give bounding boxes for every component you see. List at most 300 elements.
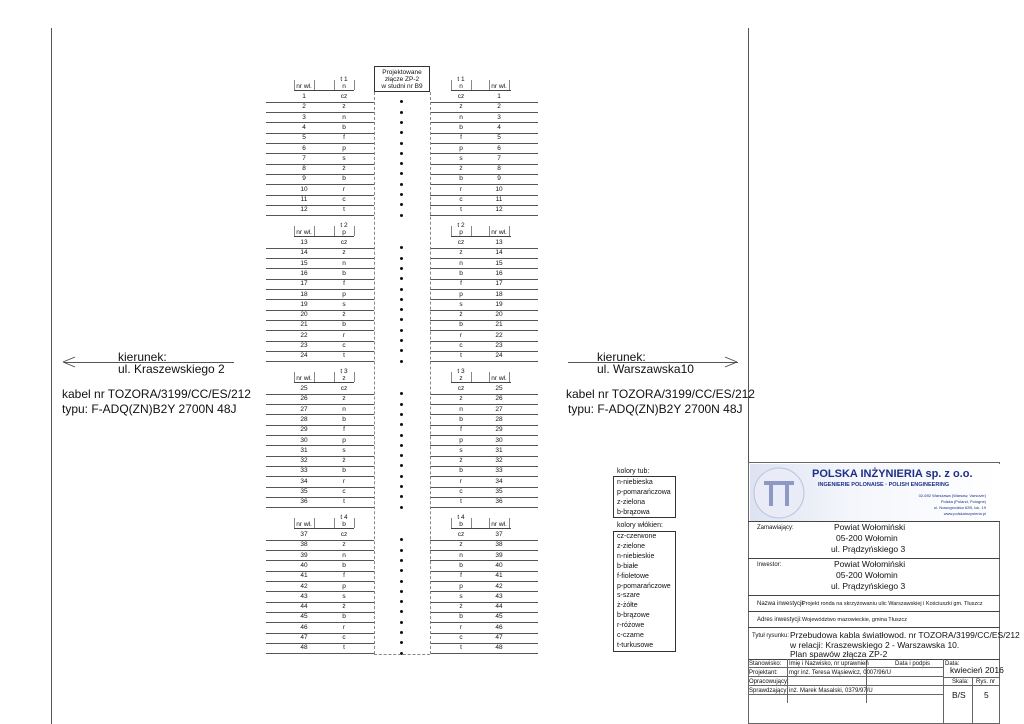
tube-legend-item: z-zielona xyxy=(617,499,646,506)
splice-point xyxy=(400,193,403,196)
splice-point xyxy=(400,610,403,613)
fiber-number-left: 30 xyxy=(300,436,308,444)
fiber-color-right: cz xyxy=(457,531,465,538)
right-direction-line xyxy=(568,362,738,363)
data-value: kwiecień 2016 xyxy=(950,665,1004,675)
splice-title-line3: w studni nr B9 xyxy=(381,83,423,90)
fiber-col-header-left: nr wł. xyxy=(296,83,312,90)
fiber-color-left: r xyxy=(342,185,346,193)
fiber-number-right: 43 xyxy=(495,592,503,600)
header-sep xyxy=(294,518,295,528)
nazwa-value: Projekt ronda na skrzyżowaniu ulic Warszawskiej i Kościuszki gm. Tłuszcz xyxy=(802,601,983,607)
splice-line-right xyxy=(430,445,538,446)
fiber-number-left: 36 xyxy=(300,498,308,506)
fiber-color-left: p xyxy=(342,436,346,444)
splice-line-right xyxy=(430,507,538,508)
header-sep xyxy=(294,226,295,236)
tube-color-right: n xyxy=(459,83,463,90)
fiber-legend-item: b-brązowe xyxy=(617,612,650,620)
fiber-color-left: r xyxy=(342,477,346,485)
splice-line-left xyxy=(266,102,374,103)
group-header-line-right xyxy=(451,382,511,383)
fiber-number-left: 3 xyxy=(302,113,306,121)
splice-line-right xyxy=(430,653,538,654)
header-sep xyxy=(334,226,335,236)
fiber-number-right: 22 xyxy=(495,331,503,339)
fiber-color-left: cz xyxy=(340,531,348,538)
fiber-number-left: 5 xyxy=(302,134,306,142)
fiber-number-left: 16 xyxy=(300,269,308,277)
fiber-color-right: ż xyxy=(459,311,463,319)
fiber-color-left: z xyxy=(342,541,346,549)
opracowujacy-label: Opracowujący: xyxy=(749,679,789,685)
fiber-color-left: z xyxy=(342,249,346,257)
left-cable-line2: typu: F-ADQ(ZN)B2Y 2700N 48J xyxy=(62,402,237,416)
splice-point xyxy=(400,590,403,593)
fiber-number-right: 9 xyxy=(497,175,501,183)
splice-line-left xyxy=(266,404,374,405)
splice-line-right xyxy=(430,351,538,352)
splice-line-right xyxy=(430,560,538,561)
fiber-number-right: 16 xyxy=(495,269,503,277)
fiber-color-right: c xyxy=(459,634,463,641)
splice-line-right xyxy=(430,361,538,362)
fiber-number-right: 27 xyxy=(495,405,503,413)
fiber-number-right: 30 xyxy=(495,436,503,444)
splice-line-right xyxy=(430,633,538,634)
splice-line-right xyxy=(430,435,538,436)
splice-line-left xyxy=(266,456,374,457)
company-address: 02-692 Warszawa (Warsaw, Varsovie) Polska (Poland, Pologne) ul. Nowogrodzka 62B, lok. 19 www.polskainzynieria.pl xyxy=(918,493,986,516)
projektant-label: Projektant: xyxy=(749,670,778,676)
fiber-number-left: 35 xyxy=(300,488,308,495)
group-header-line-right xyxy=(451,90,511,91)
header-sep xyxy=(334,518,335,528)
fiber-color-right: cz xyxy=(457,385,465,392)
splice-point xyxy=(400,349,403,352)
fiber-number-right: 35 xyxy=(495,488,503,495)
fiber-legend-item: t-turkusowe xyxy=(617,641,654,649)
fiber-number-left: 37 xyxy=(300,531,308,538)
fiber-color-left: f xyxy=(343,426,345,434)
header-sep xyxy=(354,80,355,90)
skala-value: B/S xyxy=(952,690,966,700)
splice-point xyxy=(400,214,403,217)
tube-color-left: b xyxy=(342,521,346,528)
splice-line-left xyxy=(266,289,374,290)
fiber-color-left: c xyxy=(342,196,346,203)
fiber-number-left: 14 xyxy=(300,249,308,257)
splice-point xyxy=(400,506,403,509)
splice-line-right xyxy=(430,153,538,154)
projektant-value: mgr inż. Teresa Wąsiewicz, 0007/96/U xyxy=(789,670,891,676)
left-direction-value: ul. Kraszewskiego 2 xyxy=(118,362,225,376)
fiber-legend-item: r-różowe xyxy=(617,622,645,630)
fiber-color-right: ż xyxy=(459,165,463,173)
splice-point xyxy=(400,495,403,498)
tb-sep-4 xyxy=(748,611,1000,612)
splice-line-left xyxy=(266,248,374,249)
fiber-number-right: 38 xyxy=(495,541,503,549)
fiber-color-right: b xyxy=(459,175,463,183)
tube-legend-item: n-niebieska xyxy=(617,479,653,486)
splice-line-right xyxy=(430,550,538,551)
header-sep xyxy=(354,226,355,236)
splice-line-left xyxy=(266,122,374,123)
splice-line-right xyxy=(430,643,538,644)
header-sep xyxy=(489,518,490,528)
splice-point xyxy=(400,100,403,103)
splice-line-left xyxy=(266,643,374,644)
inwestor-line1: Powiat Wołomiński xyxy=(834,559,906,569)
tube-label-left: t 1 xyxy=(340,76,348,83)
splice-point xyxy=(400,339,403,342)
fiber-number-left: 48 xyxy=(300,644,308,652)
fiber-color-right: ż xyxy=(459,603,463,611)
splice-line-right xyxy=(430,571,538,572)
fiber-legend-item: b-białe xyxy=(617,562,639,570)
splice-line-right xyxy=(430,456,538,457)
splice-line-right xyxy=(430,279,538,280)
splice-line-left xyxy=(266,133,374,134)
adres-value: Województwo mazowieckie, gmina Tłuszcz xyxy=(802,617,907,623)
splice-point xyxy=(400,131,403,134)
header-sep xyxy=(471,226,472,236)
right-direction-value: ul. Warszawska10 xyxy=(597,362,694,376)
splice-line-right xyxy=(430,299,538,300)
fiber-number-left: 34 xyxy=(300,477,308,485)
fiber-color-left: r xyxy=(342,623,346,631)
fiber-number-left: 42 xyxy=(300,582,308,590)
fiber-color-right: t xyxy=(460,498,462,506)
fiber-col-header-right: nr wł. xyxy=(491,375,507,382)
splice-line-right xyxy=(430,414,538,415)
splice-line-left xyxy=(266,341,374,342)
fiber-legend-item: ż-żółte xyxy=(617,602,638,610)
splice-line-right xyxy=(430,341,538,342)
splice-line-right xyxy=(430,143,538,144)
splice-point xyxy=(400,183,403,186)
fiber-color-right: s xyxy=(459,154,463,162)
splice-line-left xyxy=(266,184,374,185)
right-direction-label: kierunek: xyxy=(597,350,646,364)
fiber-legend-item: p-pomarańczowe xyxy=(617,582,671,590)
zamawiajacy-line1: Powiat Wołomiński xyxy=(834,522,906,532)
fiber-legend-item: z-zielone xyxy=(617,542,646,550)
splice-line-right xyxy=(430,425,538,426)
splice-title-line2: złącze ZP-2 xyxy=(384,76,420,83)
group-header-line-left xyxy=(294,382,354,383)
splice-line-right xyxy=(430,330,538,331)
right-cable-line1: kabel nr TOZORA/3199/CC/ES/212 xyxy=(566,387,755,401)
fiber-color-left: r xyxy=(342,331,346,339)
fiber-number-right: 5 xyxy=(497,134,501,142)
splice-point xyxy=(400,641,403,644)
fiber-color-left: cz xyxy=(340,385,348,392)
tytul-label: Tytuł rysunku: xyxy=(752,633,790,639)
fiber-color-left: cz xyxy=(340,93,348,100)
fiber-number-left: 26 xyxy=(300,395,308,403)
header-sep xyxy=(354,372,355,382)
fiber-color-left: s xyxy=(342,592,346,600)
splice-line-left xyxy=(266,571,374,572)
splice-line-left xyxy=(266,320,374,321)
fiber-color-left: p xyxy=(342,290,346,298)
fiber-color-left: f xyxy=(343,280,345,288)
fiber-color-left: s xyxy=(342,300,346,308)
fiber-color-right: t xyxy=(460,206,462,214)
splice-line-left xyxy=(266,466,374,467)
splice-point xyxy=(400,549,403,552)
fiber-number-left: 10 xyxy=(300,185,308,193)
fiber-color-right: f xyxy=(460,426,462,434)
group-header-line-left xyxy=(294,528,354,529)
splice-point xyxy=(400,569,403,572)
splice-point xyxy=(400,559,403,562)
splice-line-left xyxy=(266,581,374,582)
fiber-color-right: t xyxy=(460,644,462,652)
splice-line-left xyxy=(266,258,374,259)
fiber-color-right: ż xyxy=(459,457,463,465)
splice-line-left xyxy=(266,602,374,603)
fiber-number-left: 12 xyxy=(300,206,308,214)
fiber-number-left: 46 xyxy=(300,623,308,631)
fiber-color-left: b xyxy=(342,123,346,131)
fiber-color-left: c xyxy=(342,634,346,641)
splice-line-right xyxy=(430,591,538,592)
fiber-number-right: 1 xyxy=(497,93,501,100)
tube-label-right: t 3 xyxy=(457,368,465,375)
splice-line-left xyxy=(266,195,374,196)
fiber-color-right: s xyxy=(459,300,463,308)
tube-color-right: b xyxy=(459,521,463,528)
splice-line-left xyxy=(266,445,374,446)
fiber-color-left: c xyxy=(342,342,346,349)
fiber-color-left: ż xyxy=(342,311,346,319)
nazwa-label: Nazwa inwestycji: xyxy=(757,601,805,607)
splice-point xyxy=(400,621,403,624)
header-sep xyxy=(471,80,472,90)
fiber-number-left: 11 xyxy=(300,196,308,203)
fiber-color-left: z xyxy=(342,103,346,111)
fiber-number-right: 28 xyxy=(495,415,503,423)
tube-label-left: t 2 xyxy=(340,222,348,229)
fiber-color-right: n xyxy=(459,405,463,413)
fiber-color-right: s xyxy=(459,592,463,600)
left-cable-line1: kabel nr TOZORA/3199/CC/ES/212 xyxy=(62,387,251,401)
fiber-color-right: z xyxy=(459,249,463,257)
header-sep xyxy=(471,372,472,382)
splice-line-left xyxy=(266,153,374,154)
company-subtitle: INGENIERIE POLONAISE · POLISH ENGINEERING xyxy=(818,482,950,488)
splice-line-right xyxy=(430,487,538,488)
sprawdzajacy-label: Sprawdzający: xyxy=(749,688,789,694)
fiber-number-left: 8 xyxy=(302,165,306,173)
splice-point xyxy=(400,329,403,332)
splice-point xyxy=(400,403,403,406)
splice-point xyxy=(400,413,403,416)
fiber-color-left: n xyxy=(342,551,346,559)
fiber-color-left: p xyxy=(342,582,346,590)
splice-line-left xyxy=(266,143,374,144)
fiber-number-left: 47 xyxy=(300,634,308,641)
tytul-line3: Plan spawów złącza ZP-2 xyxy=(790,649,888,659)
adres-label: Adres inwestycji: xyxy=(757,617,802,623)
splice-line-right xyxy=(430,205,538,206)
tb-sep-3 xyxy=(748,595,1000,596)
splice-point xyxy=(400,267,403,270)
splice-title-line1: Projektowane xyxy=(382,69,422,76)
header-imie: Imię i Nazwisko, nr uprawnień xyxy=(789,661,869,667)
fiber-color-right: f xyxy=(460,280,462,288)
group-header-line-left xyxy=(294,90,354,91)
fiber-number-right: 25 xyxy=(495,385,503,392)
splice-line-left xyxy=(266,279,374,280)
header-sep xyxy=(314,372,315,382)
splice-point xyxy=(400,434,403,437)
splice-line-right xyxy=(430,404,538,405)
splice-enclosure-bottom xyxy=(374,654,430,655)
splice-point xyxy=(400,454,403,457)
fiber-number-left: 27 xyxy=(300,405,308,413)
fiber-color-right: c xyxy=(459,342,463,349)
fiber-col-header-left: nr wł. xyxy=(296,521,312,528)
splice-point xyxy=(400,423,403,426)
fiber-number-left: 25 xyxy=(300,385,308,392)
splice-line-right xyxy=(430,164,538,165)
fiber-number-right: 19 xyxy=(495,300,503,308)
fiber-number-right: 44 xyxy=(495,603,503,611)
splice-line-right xyxy=(430,476,538,477)
header-sep xyxy=(509,518,510,528)
fiber-color-right: cz xyxy=(457,93,465,100)
splice-point xyxy=(400,121,403,124)
tube-label-right: t 4 xyxy=(457,514,465,521)
fiber-color-left: b xyxy=(342,175,346,183)
fiber-number-left: 7 xyxy=(302,154,306,162)
fiber-color-right: b xyxy=(459,123,463,131)
tube-color-left: z xyxy=(342,375,346,382)
fiber-color-right: r xyxy=(459,623,463,631)
fiber-col-header-right: nr wł. xyxy=(491,521,507,528)
fiber-legend-item: f-fioletowe xyxy=(617,572,649,580)
fiber-number-right: 6 xyxy=(497,144,501,152)
fiber-number-left: 20 xyxy=(300,311,308,319)
fiber-number-left: 18 xyxy=(300,290,308,298)
splice-point xyxy=(400,111,403,114)
inwestor-label: Inwestor: xyxy=(757,562,782,568)
fiber-number-left: 31 xyxy=(300,446,308,454)
header-sep xyxy=(471,518,472,528)
tytul-line1: Przebudowa kabla światłowod. nr TOZORA/3199/CC/ES/212 xyxy=(790,630,1020,640)
fiber-color-right: f xyxy=(460,572,462,580)
splice-line-left xyxy=(266,612,374,613)
page-border-left xyxy=(51,28,52,724)
splice-point xyxy=(400,246,403,249)
splice-line-right xyxy=(430,174,538,175)
fiber-color-right: p xyxy=(459,582,463,590)
splice-line-right xyxy=(430,581,538,582)
splice-point xyxy=(400,288,403,291)
company-logo-icon xyxy=(752,466,806,520)
header-sep xyxy=(334,372,335,382)
fiber-number-right: 18 xyxy=(495,290,503,298)
fiber-number-left: 19 xyxy=(300,300,308,308)
fiber-color-left: n xyxy=(342,405,346,413)
tube-color-left: p xyxy=(342,229,346,236)
fiber-number-right: 12 xyxy=(495,206,503,214)
tube-color-right: z xyxy=(459,375,463,382)
right-arrow-icon xyxy=(724,356,738,368)
splice-point xyxy=(400,152,403,155)
fiber-number-right: 10 xyxy=(495,185,503,193)
fiber-legend-item: n-niebieskie xyxy=(617,552,655,560)
splice-line-left xyxy=(266,330,374,331)
fiber-number-right: 20 xyxy=(495,311,503,319)
header-sep xyxy=(294,372,295,382)
fiber-number-right: 46 xyxy=(495,623,503,631)
header-data-podpis: Data i podpis xyxy=(895,661,931,667)
left-direction-line xyxy=(64,362,234,363)
fiber-number-left: 40 xyxy=(300,561,308,569)
fiber-number-left: 32 xyxy=(300,457,308,465)
fiber-color-left: b xyxy=(342,613,346,621)
fiber-color-left: t xyxy=(343,498,345,506)
fiber-legend-title: kolory włókien: xyxy=(617,522,663,529)
splice-line-right xyxy=(430,540,538,541)
rys-label: Rys. nr xyxy=(976,679,996,685)
splice-line-right xyxy=(430,122,538,123)
splice-line-right xyxy=(430,215,538,216)
fiber-number-right: 33 xyxy=(495,467,503,475)
fiber-color-right: b xyxy=(459,269,463,277)
splice-line-right xyxy=(430,184,538,185)
fiber-number-right: 34 xyxy=(495,477,503,485)
splice-point xyxy=(400,298,403,301)
fiber-number-right: 7 xyxy=(497,154,501,162)
fiber-color-right: z xyxy=(459,103,463,111)
fiber-number-right: 32 xyxy=(495,457,503,465)
fiber-number-left: 24 xyxy=(300,352,308,360)
splice-line-right xyxy=(430,195,538,196)
fiber-legend-item: s-szare xyxy=(617,592,640,600)
splice-line-left xyxy=(266,497,374,498)
splice-line-left xyxy=(266,591,374,592)
splice-line-right xyxy=(430,622,538,623)
splice-point xyxy=(400,392,403,395)
splice-line-left xyxy=(266,633,374,634)
splice-point xyxy=(400,318,403,321)
splice-line-right xyxy=(430,133,538,134)
group-header-line-left xyxy=(294,236,354,237)
fiber-number-right: 2 xyxy=(497,103,501,111)
fiber-col-header-left: nr wł. xyxy=(296,375,312,382)
fiber-number-right: 8 xyxy=(497,165,501,173)
fiber-color-right: p xyxy=(459,290,463,298)
fiber-number-right: 41 xyxy=(495,572,503,580)
header-sep xyxy=(509,226,510,236)
splice-point xyxy=(400,580,403,583)
fiber-color-right: p xyxy=(459,436,463,444)
fiber-number-right: 17 xyxy=(495,280,503,288)
header-sep xyxy=(451,372,452,382)
fiber-color-left: f xyxy=(343,134,345,142)
header-sep xyxy=(334,80,335,90)
fiber-color-right: r xyxy=(459,185,463,193)
splice-line-right xyxy=(430,102,538,103)
fiber-number-left: 45 xyxy=(300,613,308,621)
zamawiajacy-line2: 05-200 Wołomin xyxy=(836,533,898,543)
